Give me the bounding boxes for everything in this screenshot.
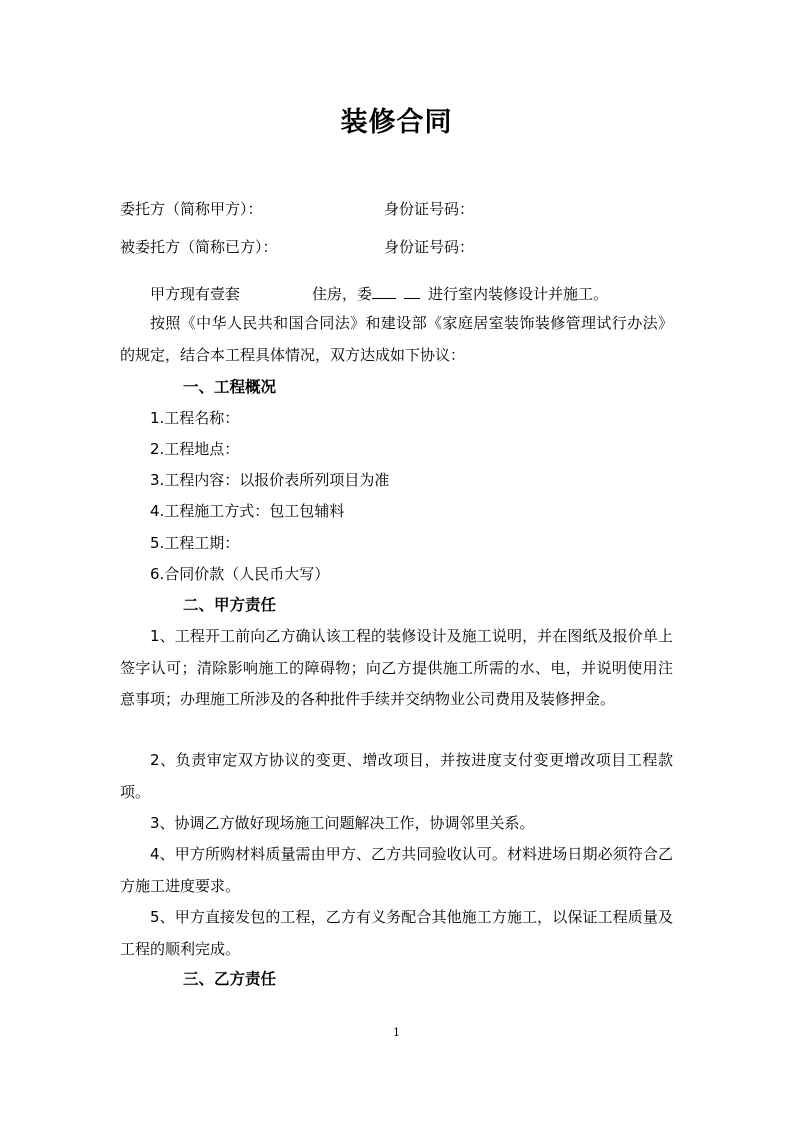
project-item: 3.工程内容：以报价表所列项目为准 [150,471,390,489]
section-heading-2: 二、甲方责任 [183,596,277,614]
blank-line [404,283,420,299]
project-item: 2.工程地点： [150,440,240,458]
client-label: 委托方（简称甲方）： [120,200,263,218]
party-a-duty-3: 3、协调乙方做好现场施工问题解决工作，协调邻里关系。 [150,814,535,832]
section-heading-1: 一、工程概况 [183,378,277,396]
party-a-duty-4: 4、甲方所购材料质量需由甲方、乙方共同验收认可。材料进场日期必须符合乙方施工进度要求。 [120,845,673,895]
project-item: 5.工程工期： [150,534,240,552]
contractor-label: 被委托方（简称已方）： [120,238,278,256]
intro-text-b: 住房，委 [312,285,373,303]
intro-text-a: 甲方现有壹套 [150,285,241,303]
party-a-duty-2: 2、负责审定双方协议的变更、增改项目，并按进度支付变更增改项目工程款项。 [120,751,673,801]
project-item: 1.工程名称： [150,409,240,427]
client-id-label: 身份证号码： [384,200,475,218]
intro-text-c: 进行室内装修设计并施工。 [428,285,609,303]
section-heading-3: 三、乙方责任 [183,970,277,988]
page-number: 1 [393,1026,400,1039]
project-item: 4.工程施工方式：包工包辅料 [150,502,345,520]
party-a-duty-1: 1、工程开工前向乙方确认该工程的装修设计及施工说明，并在图纸及报价单上签字认可；清除影响施工的障碍物；向乙方提供施工所需的水、电，并说明使用注意事项；办理施工所涉及的各种批件手续并交纳物业公司费用及装修押金。 [120,627,673,708]
intro-paragraph-2: 按照《中华人民共和国合同法》和建设部《家庭居室装饰装修管理试行办法》的规定，结合本工程具体情况，双方达成如下协议： [120,314,673,364]
contractor-id-label: 身份证号码： [384,238,475,256]
intro-paragraph-1 [150,283,608,304]
project-item: 6.合同价款（人民币大写） [150,565,330,583]
party-a-duty-5: 5、甲方直接发包的工程，乙方有义务配合其他施工方施工，以保证工程质量及工程的顺利完成。 [120,908,673,958]
blank-line [372,283,396,299]
document-title: 装修合同 [340,107,453,138]
